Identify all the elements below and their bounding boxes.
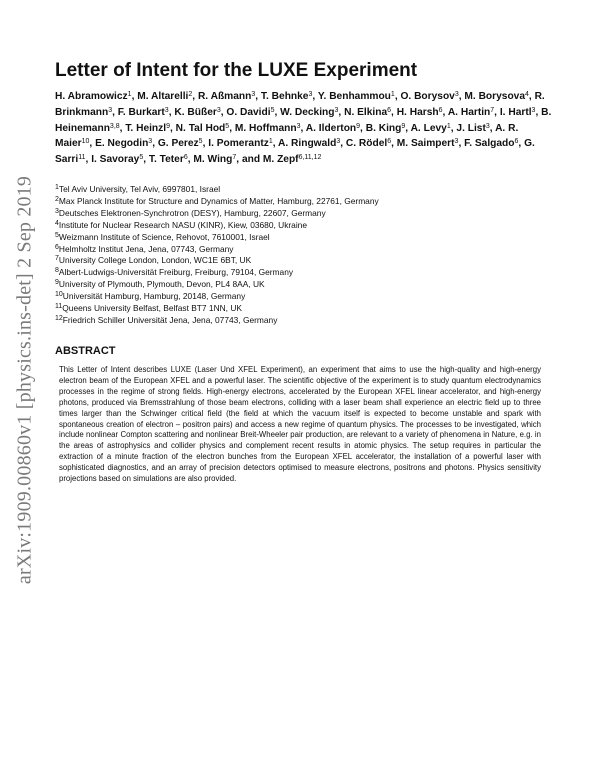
author-name: I. Savoray	[91, 154, 140, 166]
author-name: J. List	[456, 122, 486, 134]
affiliation-number: 6	[55, 243, 59, 251]
author-name: W. Decking	[280, 106, 335, 118]
author-name: F. Salgado	[464, 138, 515, 150]
author-name: H. Abramowicz	[55, 91, 128, 102]
author-list: H. Abramowicz$^1$, M. Altarelli$^2$, R. Aßmann$^3$, T. Behnke$^3$, Y. Benhammou$^1$, O. Borysov$^3$, M. Borysova$^4$, R. Brinkmann$^3$, F. Burkart$^3$, K. Büßer$^3$, O. Davidi$^5$, W. Decking$^3$, N. Elkina$^6$, H. Harsh$^6$, A. Hartin$^7$, I. Hartl$^3$, B. Heinemann$^{3,8}$, T. Heinzl$^9$, N. Tal Hod$^5$, M. Hoffmann$^3$, A. Ilderton$^9$, B. King$^9$, A. Levy$^1$, J. List$^3$, A. R. Maier$^{10}$, E. Negodin$^3$, G. Perez$^5$, I. Pomerantz$^1$, A. Ringwald$^3$, C. Rödel$^6$, M. Saimpert$^3$, F. Salgado$^6$, G. Sarri$^{11}$, I. Savoray$^5$, T. Teter$^6$, M. Wing$^7$, and M. Zepf$^{6,11,12}$	[55, 91, 552, 166]
affiliation-item	[55, 184, 555, 196]
author-affiliation-marker: 3	[454, 91, 459, 98]
author-name: M. Zepf	[262, 154, 299, 166]
author-affiliation-marker: 5	[225, 122, 230, 130]
author-name: A. Ilderton	[305, 122, 357, 134]
affiliation-text: Weizmann Institute of Science, Rehovot, 7610001, Israel	[58, 231, 270, 242]
author-name: A. Ringwald	[278, 138, 337, 150]
author-affiliation-marker: 1	[127, 91, 132, 98]
affiliation-number: 1	[55, 184, 59, 191]
author-affiliation-marker: 3	[308, 91, 313, 98]
author-name: N. Tal Hod	[175, 122, 226, 134]
affiliation-text: Deutsches Elektronen-Synchrotron (DESY), Hamburg, 22607, Germany	[58, 207, 326, 218]
author-affiliation-marker: 3	[108, 106, 113, 114]
affiliation-item	[55, 208, 555, 220]
affiliation-number: 7	[55, 255, 59, 263]
affiliation-text: Friedrich Schiller Universität Jena, Jena, 07743, Germany	[62, 314, 278, 325]
author-affiliation-marker: 3	[251, 91, 256, 98]
affiliation-number: 3	[55, 207, 59, 215]
affiliation-number: 9	[55, 279, 59, 287]
author-affiliation-marker: 3	[216, 106, 221, 114]
affiliation-text: Albert-Ludwigs-Universität Freiburg, Freiburg, 79104, Germany	[58, 267, 294, 278]
author-name: R. Brinkmann	[55, 91, 545, 118]
affiliation-item	[55, 279, 555, 291]
author-affiliation-marker: 3	[454, 138, 459, 146]
author-name: F. Burkart	[117, 106, 165, 118]
affiliation-text: Tel Aviv University, Tel Aviv, 6997801, Israel	[58, 184, 221, 194]
author-affiliation-marker: 3	[531, 106, 536, 114]
author-affiliation-marker: 9	[356, 122, 361, 130]
affiliation-text: Institute for Nuclear Research NASU (KINR), Kiew, 03680, Ukraine	[58, 219, 307, 230]
author-name: H. Harsh	[396, 106, 439, 118]
affiliation-text: University College London, London, WC1E 6BT, UK	[58, 255, 252, 266]
arxiv-identifier: arXiv:1909.00860v1 [physics.ins-det] 2 Sep 2019	[13, 175, 36, 585]
author-name: I. Pomerantz	[208, 138, 269, 150]
author-name: K. Büßer	[174, 106, 217, 118]
author-affiliation-marker: 3	[148, 138, 153, 146]
affiliation-item	[55, 220, 555, 232]
affiliation-item	[55, 267, 555, 279]
author-name: O. Borysov	[400, 91, 455, 102]
affiliation-text: Queens University Belfast, Belfast BT7 1NN, UK	[62, 303, 242, 314]
affiliation-item	[55, 291, 555, 303]
author-affiliation-marker: 1	[446, 122, 451, 130]
author-name: A. R. Maier	[55, 122, 519, 150]
author-name: M. Hoffmann	[234, 122, 297, 134]
affiliation-item	[55, 232, 555, 244]
author-affiliation-marker: 9	[166, 122, 170, 130]
affiliation-number: 12	[55, 314, 63, 322]
author-affiliation-marker: 6	[387, 138, 392, 146]
author-affiliation-marker: 1	[268, 138, 273, 146]
affiliation-number: 11	[55, 303, 63, 311]
affiliation-text: Universität Hamburg, Hamburg, 20148, Germany	[62, 291, 246, 302]
author-affiliation-marker: 3	[485, 122, 490, 130]
affiliation-item	[55, 315, 555, 327]
author-affiliation-marker: 1	[390, 91, 395, 98]
author-affiliation-marker: 6,11,12	[298, 154, 322, 162]
author-affiliation-marker: 3	[296, 122, 301, 130]
author-affiliation-marker: 6	[438, 106, 443, 114]
paper-title: Letter of Intent for the LUXE Experiment	[55, 60, 418, 81]
author-affiliation-marker: 3	[334, 106, 339, 114]
author-name: A. Hartin	[447, 106, 491, 118]
author-name: G. Perez	[157, 138, 199, 150]
affiliation-text: Helmholtz Institut Jena, Jena, 07743, Germany	[58, 243, 234, 254]
author-affiliation-marker: 5	[139, 154, 144, 162]
affiliation-number: 10	[55, 291, 63, 299]
arxiv-sidebar-stamp	[10, 160, 40, 600]
author-name: M. Altarelli	[137, 91, 189, 102]
author-name: T. Behnke	[260, 91, 309, 102]
affiliation-number: 8	[55, 267, 59, 275]
author-affiliation-marker: 3	[336, 138, 341, 146]
author-name: G. Sarri	[55, 138, 535, 166]
affiliation-text: University of Plymouth, Plymouth, Devon, PL4 8AA, UK	[58, 279, 265, 290]
affiliation-item	[55, 244, 555, 256]
author-name: T. Heinzl	[125, 122, 167, 134]
affiliation-number: 4	[55, 219, 59, 227]
author-name: Y. Benhammou	[317, 91, 391, 102]
author-name: O. Davidi	[226, 106, 271, 118]
abstract-heading: ABSTRACT	[55, 345, 116, 357]
author-affiliation-marker: 3	[164, 106, 169, 114]
author-affiliation-marker: 5	[270, 106, 275, 114]
author-affiliation-marker: 4	[525, 91, 529, 98]
author-affiliation-marker: 10	[81, 138, 90, 146]
author-affiliation-marker: 7	[490, 106, 495, 114]
author-affiliation-marker: 6	[387, 106, 392, 114]
author-name: C. Rödel	[345, 138, 388, 150]
author-affiliation-marker: 2	[188, 91, 193, 98]
author-name: T. Teter	[148, 154, 184, 166]
author-name: I. Hartl	[499, 106, 532, 118]
author-name: M. Wing	[193, 154, 233, 166]
author-name: R. Aßmann	[197, 91, 252, 102]
author-name: A. Levy	[410, 122, 447, 134]
affiliation-list	[55, 184, 555, 327]
author-affiliation-marker: 7	[232, 154, 237, 162]
author-affiliation-marker: 6	[183, 154, 188, 162]
author-affiliation-marker: 9	[401, 122, 406, 130]
author-name: N. Elkina	[344, 106, 388, 118]
author-affiliation-marker: 11	[78, 154, 86, 162]
affiliation-item	[55, 303, 555, 315]
author-name: M. Saimpert	[396, 138, 455, 150]
author-name: E. Negodin	[95, 138, 149, 150]
author-affiliation-marker: 3,8	[109, 122, 120, 130]
affiliation-text: Max Planck Institute for Structure and Dynamics of Matter, Hamburg, 22761, Germany	[58, 195, 379, 206]
author-affiliation-marker: 6	[514, 138, 519, 146]
author-name: M. Borysova	[464, 91, 525, 102]
affiliation-number: 2	[55, 195, 59, 203]
abstract-text: This Letter of Intent describes LUXE (Laser Und XFEL Experiment), an experiment that aims to use the high-quality and high-energy electron beam of the European XFEL and a powerful laser. The scientific objective of the experiment is to study quantum electrodynamics processes in the regime of strong fields. High-energy electrons, accelerated by the European XFEL linear accelerator, and high-energy photons, produced via Bremsstrahlung of those beam electrons, colliding with a laser beam shall experience an electric field up to three times larger than the Schwinger critical field (the field at which the vacuum itself is expected to become unstable and spark with spontaneous creation of electron – positron pairs) and access a new regime of quantum physics. The processes to be investigated, which include nonlinear Compton scattering and nonlinear Breit-Wheeler pair production, are relevant to a variety of phenomena in Nature, e.g. in the areas of astrophysics and collider physics and complement recent results in atomic physics. The setup requires in particular the extraction of a minute fraction of the electron bunches from the European XFEL accelerator, the installation of a powerful laser with sophisticated diagnostics, and an array of precision detectors optimised to measure electrons, positrons and photons. Physics sensitivity projections based on simulations are also provided.	[59, 365, 541, 484]
affiliation-item	[55, 196, 555, 208]
author-name: B. Heinemann	[55, 106, 552, 134]
affiliation-number: 5	[55, 231, 59, 239]
author-name: B. King	[365, 122, 402, 134]
affiliation-item	[55, 255, 555, 267]
author-conjunction: and	[241, 154, 261, 166]
author-affiliation-marker: 5	[198, 138, 203, 146]
